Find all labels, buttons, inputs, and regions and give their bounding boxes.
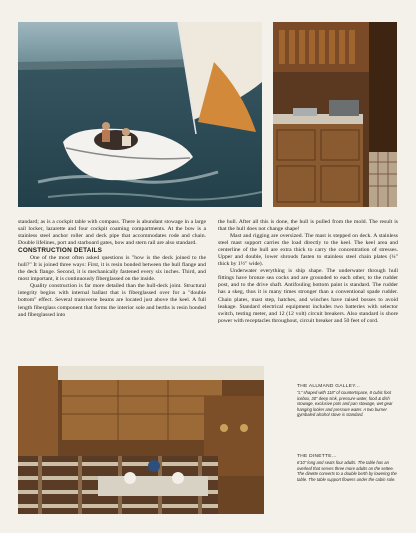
galley-photo	[273, 22, 397, 207]
body-column-right	[218, 219, 398, 325]
caption-title: THE DINETTE...	[297, 454, 337, 459]
body-paragraph: standard; as is a cockpit table with compass. There is abundant stowage in a large sail locker, lazarette and four cockpit coaming compartments. At the bow is a stainless steel anchor roller and deck pipe that accommodates rode and chain. Double lifelines, port and starboard gates, bow and stern rail are also standard.	[18, 219, 206, 247]
dinette-caption	[297, 454, 399, 482]
caption-text: 6'10" long and seats four adults. The table has an overleaf that serves three more adults on the settee. The dinette converts to a double berth by lowering the table. The table support flowers under the cabin sole.	[297, 460, 397, 482]
body-paragraph: One of the most often asked questions is "how is the deck joined to the hull?" It is joined three ways: First, it is resin bonded between the hull flange and the deck flange. Second, it is mechanically fastened every six inches. Third, and most important, it is continuously fiberglassed on the inside.	[18, 255, 206, 283]
body-paragraph: Quality construction is far more detailed than the hull-deck joint. Structural integrity begins with internal ballast that is fiberglassed over for a "double bottom" effect. Several transverse beams are located just above the keel. A full length fiberglass component that forms the interior sole and berths is resin bonded and fiberglassed into	[18, 283, 206, 318]
sailboat-photo	[18, 22, 262, 207]
section-heading: CONSTRUCTION DETAILS	[18, 247, 103, 255]
body-paragraph: Mast and rigging are oversized. The mast is stepped on deck. A stainless steel mast support carries the load directly to the keel. The keel area and centerline of the hull are extra thick to carry the concentration of stresses. Upper and double, lower shrouds fasten to stainless steel chain plates (¼" thick by 1½" wide).	[218, 233, 398, 268]
galley-caption	[297, 384, 399, 417]
caption-text: "L" shaped with 118" of countertspace, 8 cubic foot icebox, 30" deep sink, pressure water, food & dish stowage, exclusive pots and pan stowage, wet gear hanging locker and pressure water. A two burner gymbaled alcohol stove is standard.	[297, 390, 393, 418]
dinette-photo	[18, 366, 264, 514]
body-column-left	[18, 219, 206, 319]
body-paragraph: the hull. After all this is done, the hull is pulled from the mold. The result is that the hull does not change shape!	[218, 219, 398, 233]
caption-title: THE ALLMAND GALLEY...	[297, 384, 360, 389]
body-paragraph: Underwater everything is ship shape. The underwater through hull fittings have bronze sea cocks and are grounded to each other, to the rudder post, and to the drive shaft. Antifouling bottom paint is standard. The rudder has a skeg, thus it is many times stronger than a conventional spade rudder. Chain plates, mast step, hatches, and winches have raised bosses to avoid leakage. Standard electrical equipment includes two batteries with selector switch, testing meter, and 12 (12 volt) circuit breakers. Also standard is shore power with receptacles throughout, circuit breaker and 50 feet of cord.	[218, 268, 398, 324]
